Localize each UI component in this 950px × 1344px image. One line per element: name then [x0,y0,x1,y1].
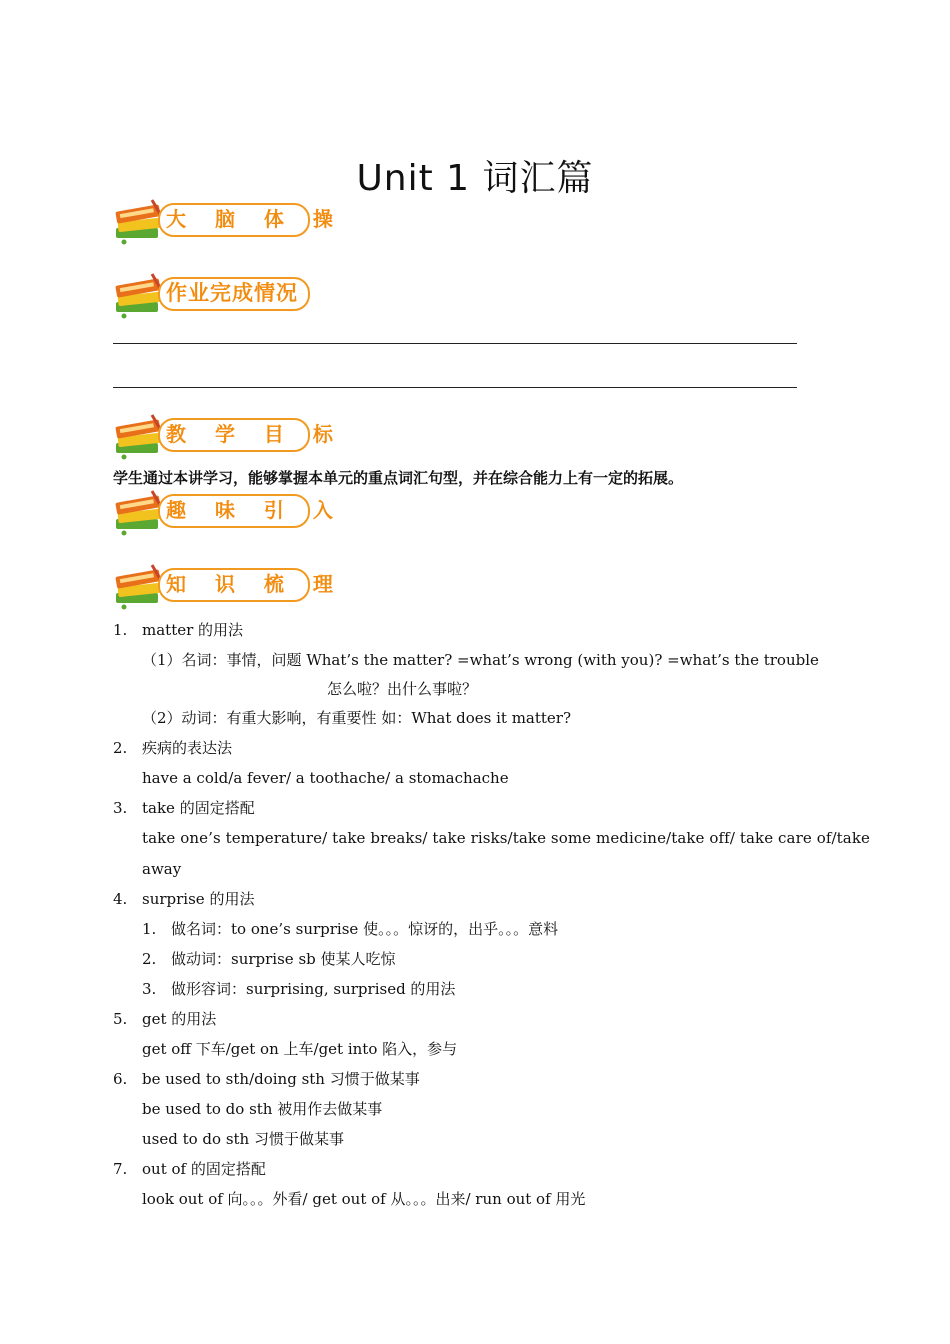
item-heading: get 的用法 [142,1010,217,1028]
detail-line: be used to do sth 被用作去做某事 [142,1100,383,1118]
detail-line: have a cold/a fever/ a toothache/ a stomachache [142,769,509,787]
section-banner-knowledge [112,563,344,611]
section-banner-goals [112,413,344,461]
page-title: Unit 1 词汇篇 [356,158,594,199]
sub-item-number: 3. [142,980,157,998]
sub-item-number: 1. [142,920,157,938]
item-number: 2. [113,739,128,757]
item-heading: matter 的用法 [142,621,244,639]
banner-label: 作业完成情况 [166,281,298,305]
item-number: 6. [113,1070,128,1088]
sub-item-text: 做动词：surprise sb 使某人吃惊 [171,950,396,968]
item-heading: take 的固定搭配 [142,799,255,817]
detail-line: 怎么啦？出什么事啦？ [327,680,478,698]
detail-line: take one’s temperature/ take breaks/ take risks/take some medicine/take off/ take care of/take [142,829,870,847]
detail-line: （1）名词：事情，问题 What’s the matter? =what’s wrong (with you)? =what’s the trouble [142,651,819,669]
sub-item-text: 做名词：to one’s surprise 使。。。惊讶的，出乎。。。意料 [171,920,559,938]
item-number: 7. [113,1160,128,1178]
detail-line: look out of 向。。。外看/ get out of 从。。。出来/ run out of 用光 [142,1190,586,1208]
sub-item-text: 做形容词：surprising, surprised 的用法 [171,980,456,998]
item-number: 4. [113,890,128,908]
banner-label: 知 识 梳 理 [166,572,344,596]
detail-line: get off 下车/get on 上车/get into 陷入，参与 [142,1040,458,1058]
detail-line: used to do sth 习惯于做某事 [142,1130,344,1148]
item-number: 3. [113,799,128,817]
sub-item-number: 2. [142,950,157,968]
section-banner-homework [112,272,312,320]
banner-label: 趣 味 引 入 [166,498,344,522]
item-heading: surprise 的用法 [142,890,255,908]
item-heading: be used to sth/doing sth 习惯于做某事 [142,1070,420,1088]
teaching-goal-text: 学生通过本讲学习，能够掌握本单元的重点词汇句型，并在综合能力上有一定的拓展。 [113,469,684,487]
detail-line: （2）动词：有重大影响，有重要性 如：What does it matter? [142,709,572,727]
section-banner-intro [112,489,344,537]
item-number: 1. [113,621,128,639]
answer-line [113,343,797,344]
answer-line [113,387,797,388]
section-banner-brain [112,198,344,246]
item-heading: out of 的固定搭配 [142,1160,266,1178]
detail-line: away [142,860,182,878]
banner-label: 教 学 目 标 [166,422,344,446]
item-number: 5. [113,1010,128,1028]
banner-label: 大 脑 体 操 [166,207,344,231]
item-heading: 疾病的表达法 [142,739,233,757]
